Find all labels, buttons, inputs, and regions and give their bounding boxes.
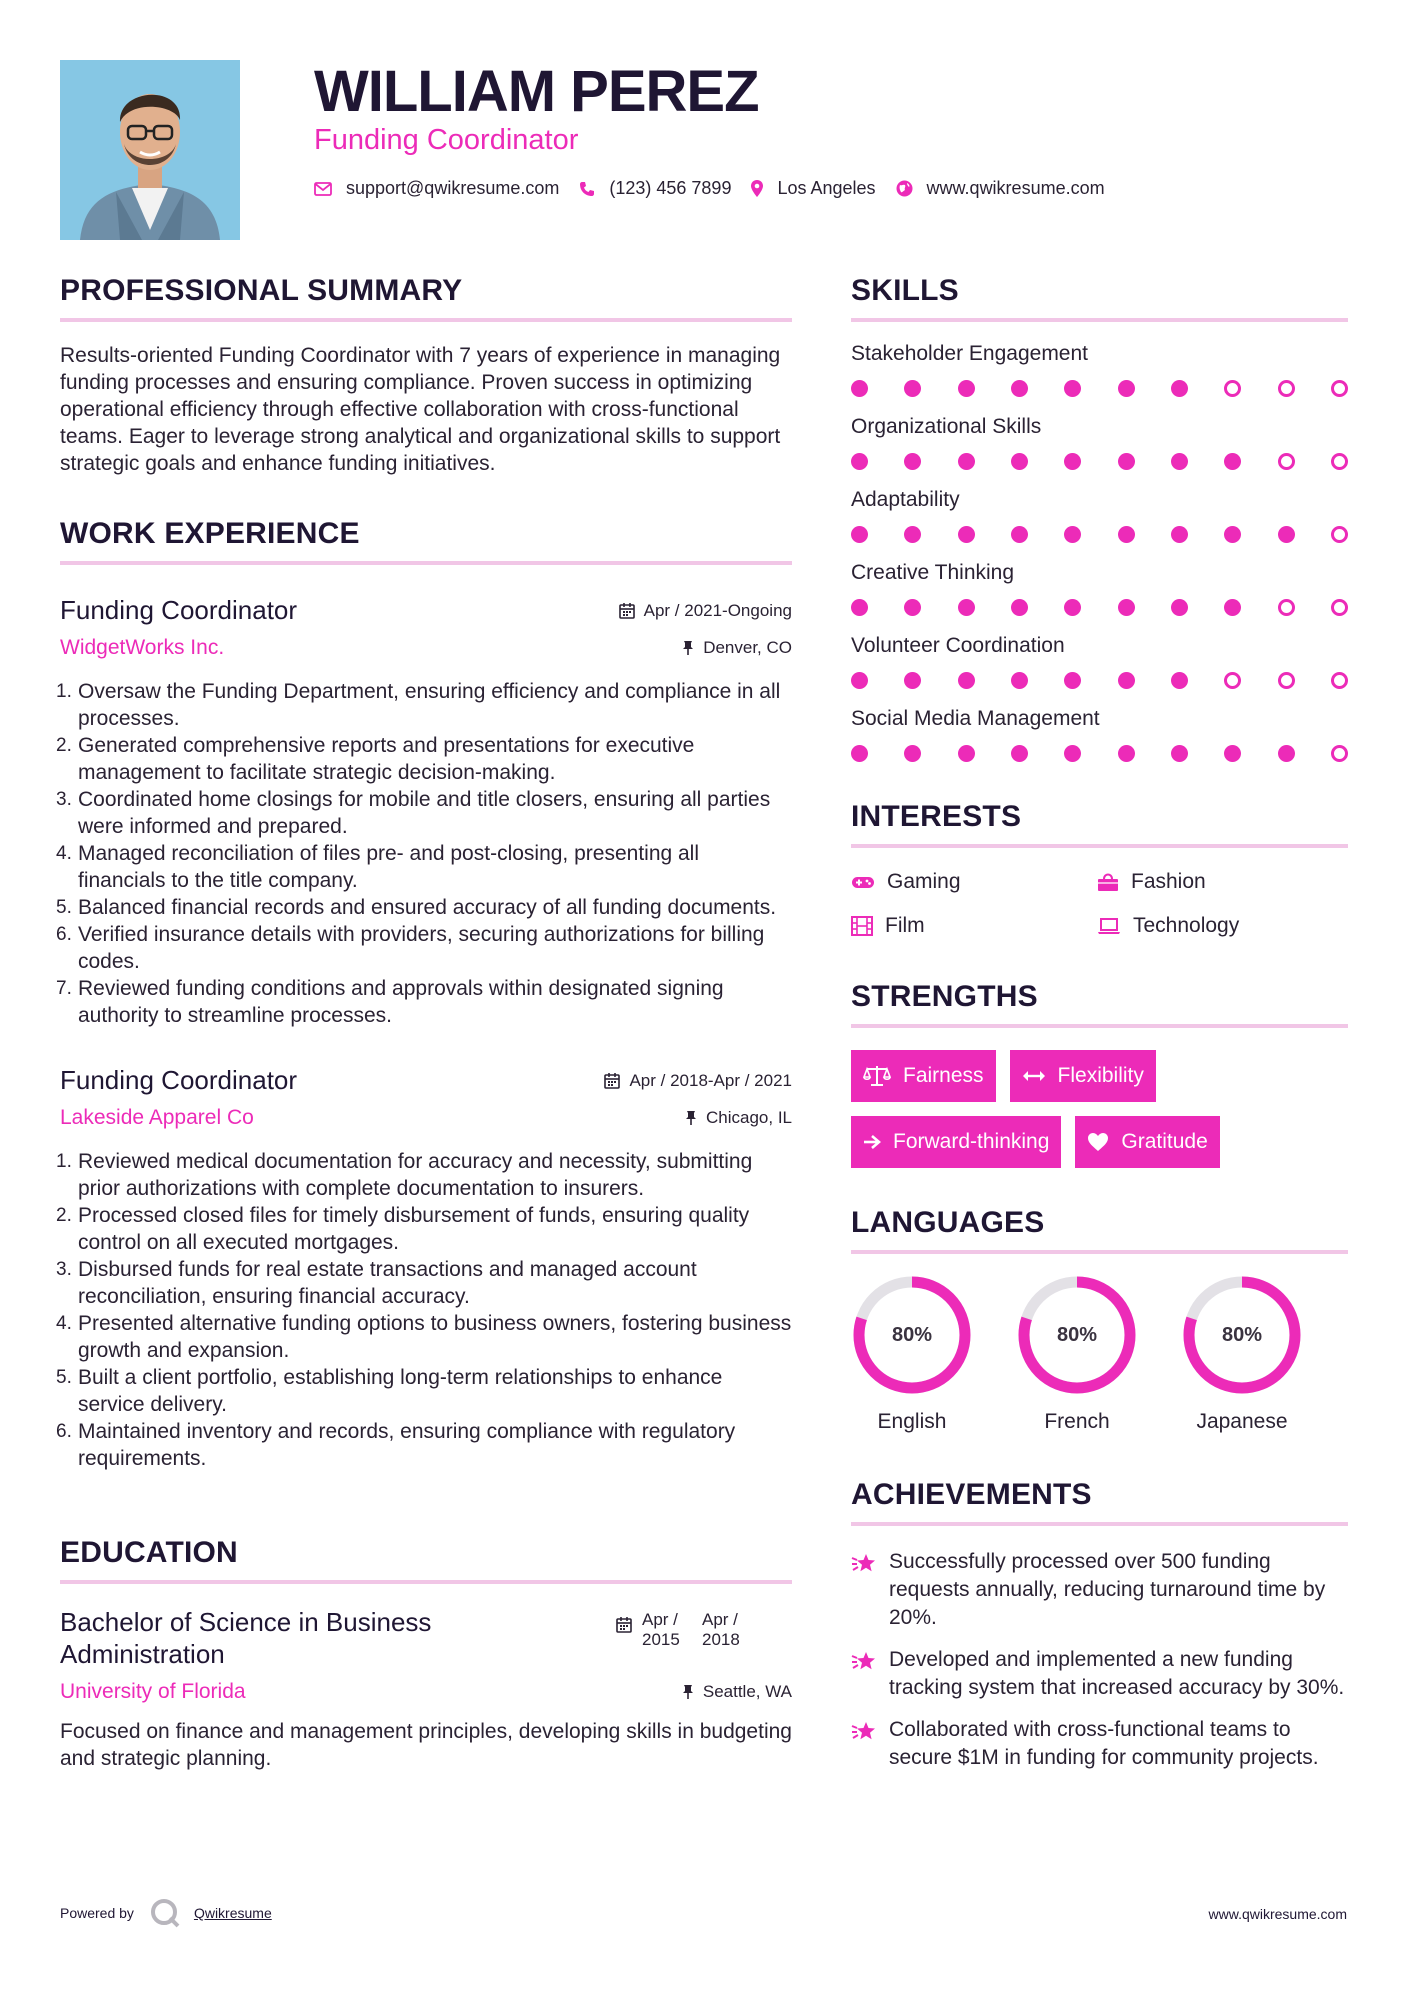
shopping-bag-icon [1097, 872, 1119, 892]
achievement-item [851, 1646, 1348, 1702]
rating-dot-empty [1278, 672, 1295, 689]
responsibility-item [56, 921, 792, 975]
skill-rating [851, 745, 1348, 762]
skill-item [851, 707, 1348, 762]
film-icon [851, 916, 873, 936]
rating-dot-empty [1331, 453, 1348, 470]
strength-gratitude [1075, 1116, 1219, 1168]
responsibility-list [56, 1148, 792, 1472]
rating-dot-filled [1064, 453, 1081, 470]
rating-dot-filled [1064, 672, 1081, 689]
achievement-item [851, 1548, 1348, 1632]
job-location [685, 1108, 792, 1128]
job-header [60, 1065, 792, 1096]
right-column [851, 274, 1348, 1772]
language-name: Japanese [1196, 1410, 1288, 1433]
school-name: University of Florida [60, 1680, 246, 1703]
strength-fairness [851, 1050, 996, 1102]
balance-scale-icon [863, 1065, 891, 1087]
interest-label: Technology [1133, 914, 1240, 937]
calendar-icon [616, 1616, 632, 1633]
skill-item [851, 488, 1348, 543]
job-location-text: Denver, CO [703, 638, 792, 657]
language-percent: 80% [1221, 1323, 1263, 1346]
item-text: Maintained inventory and records, ensuring compliance with regulatory requirements. [78, 1420, 736, 1470]
skill-name: Adaptability [851, 488, 960, 511]
rating-dot-empty [1278, 380, 1295, 397]
interests-section [851, 800, 1348, 938]
section-title-achievements: ACHIEVEMENTS [851, 1478, 1092, 1511]
rating-dot-empty [1278, 453, 1295, 470]
section-title-experience: WORK EXPERIENCE [60, 517, 360, 550]
rating-dot-filled [1118, 672, 1135, 689]
phone-text: (123) 456 7899 [609, 178, 732, 198]
strength-label: Gratitude [1121, 1130, 1208, 1153]
rating-dot-filled [1171, 526, 1188, 543]
item-number: 2. [56, 1205, 72, 1226]
rating-dot-filled [1064, 526, 1081, 543]
language-percent: 80% [1056, 1323, 1098, 1346]
job-list [56, 595, 792, 1472]
responsibility-item [56, 786, 792, 840]
item-number: 7. [56, 978, 72, 999]
item-text: Reviewed funding conditions and approvals within designated signing authority to streamline processes. [78, 977, 724, 1027]
rating-dot-empty [1331, 380, 1348, 397]
rating-dot-filled [1011, 380, 1028, 397]
rating-dot-filled [1064, 745, 1081, 762]
contact-website[interactable] [896, 178, 1105, 199]
job-location [682, 638, 792, 658]
rating-dot-filled [851, 453, 868, 470]
section-divider [60, 318, 792, 322]
responsibility-item [56, 732, 792, 786]
rating-dot-filled [958, 526, 975, 543]
pushpin-icon [682, 640, 694, 656]
rating-dot-filled [1171, 672, 1188, 689]
calendar-icon [604, 1072, 620, 1089]
powered-by-text: Powered by [60, 1905, 134, 1921]
interest-label: Gaming [887, 870, 961, 893]
skill-item [851, 415, 1348, 470]
skill-name: Social Media Management [851, 707, 1100, 730]
job-entry [56, 595, 792, 1029]
section-divider [60, 561, 792, 565]
section-divider [851, 1024, 1348, 1028]
rating-dot-empty [1224, 380, 1241, 397]
interest-label: Film [885, 914, 925, 937]
rating-dot-filled [904, 745, 921, 762]
item-number: 4. [56, 1313, 72, 1334]
achievement-text: Collaborated with cross-functional teams to secure $1M in funding for community projects. [889, 1718, 1319, 1769]
rating-dot-empty [1331, 672, 1348, 689]
qwikresume-link[interactable]: Qwikresume [193, 1905, 272, 1921]
rating-dot-filled [958, 453, 975, 470]
rating-dot-filled [1118, 526, 1135, 543]
responsibility-item [56, 1418, 792, 1472]
strength-flexibility [1010, 1050, 1156, 1102]
skill-item [851, 342, 1348, 397]
rating-dot-filled [1011, 672, 1028, 689]
item-text: Presented alternative funding options to business owners, fostering business growth and expansion. [78, 1312, 792, 1362]
left-column [56, 274, 792, 1772]
item-text: Reviewed medical documentation for accuracy and necessity, submitting prior authorizations with complete documentation to insurers. [78, 1150, 753, 1200]
footer-site[interactable]: www.qwikresume.com [1208, 1906, 1347, 1922]
rating-dot-empty [1278, 599, 1295, 616]
job-location-text: Chicago, IL [706, 1108, 792, 1127]
rating-dot-filled [1118, 745, 1135, 762]
rating-dot-filled [1171, 380, 1188, 397]
job-date-text: Apr / 2021-Ongoing [643, 600, 792, 620]
languages-section [851, 1206, 1348, 1434]
rating-dot-filled [958, 672, 975, 689]
language-name: English [877, 1410, 947, 1433]
skill-item [851, 634, 1348, 689]
rating-dot-filled [958, 380, 975, 397]
language-name: French [1044, 1410, 1110, 1433]
strength-label: Flexibility [1057, 1064, 1144, 1087]
education-location [682, 1682, 792, 1702]
item-number: 5. [56, 1367, 72, 1388]
skill-name: Volunteer Coordination [851, 634, 1065, 657]
language-item [851, 1274, 1016, 1434]
item-text: Coordinated home closings for mobile and title closers, ensuring all parties were informed and prepared. [78, 788, 771, 838]
responsibility-item [56, 894, 792, 921]
language-ring [1016, 1274, 1138, 1396]
calendar-icon [619, 602, 635, 619]
contact-phone[interactable] [579, 178, 731, 199]
rating-dot-filled [1011, 453, 1028, 470]
contact-location [751, 178, 875, 199]
section-title-skills: SKILLS [851, 274, 959, 307]
job-subheader [60, 636, 792, 660]
item-number: 3. [56, 1259, 72, 1280]
achievements-section [851, 1478, 1348, 1772]
interest-technology [1097, 914, 1347, 938]
item-text: Processed closed files for timely disbursement of funds, ensuring quality control on all executed mortgages. [78, 1204, 750, 1254]
rating-dot-empty [1224, 672, 1241, 689]
responsibility-item [56, 1202, 792, 1256]
rating-dot-filled [904, 672, 921, 689]
rating-dot-filled [851, 745, 868, 762]
map-pin-icon [751, 180, 763, 197]
job-title: Funding Coordinator [60, 595, 298, 625]
strength-forward-thinking [851, 1116, 1061, 1168]
contact-email[interactable] [314, 178, 559, 199]
achievement-list [851, 1548, 1348, 1772]
rating-dot-filled [1064, 599, 1081, 616]
star-icon [851, 1552, 877, 1576]
section-title-strengths: STRENGTHS [851, 980, 1038, 1013]
section-divider [851, 1522, 1348, 1526]
language-list [851, 1274, 1348, 1434]
rating-dot-filled [904, 453, 921, 470]
item-number: 2. [56, 735, 72, 756]
education-location-text: Seattle, WA [702, 1682, 792, 1701]
rating-dot-filled [1278, 526, 1295, 543]
rating-dot-filled [1171, 453, 1188, 470]
pushpin-icon [685, 1110, 697, 1126]
rating-dot-filled [1278, 745, 1295, 762]
skill-name: Organizational Skills [851, 415, 1042, 438]
rating-dot-filled [958, 745, 975, 762]
rating-dot-filled [1011, 599, 1028, 616]
candidate-role: Funding Coordinator [314, 124, 579, 156]
item-number: 4. [56, 843, 72, 864]
education-section [60, 1536, 792, 1772]
item-number: 5. [56, 897, 72, 918]
skill-rating [851, 380, 1348, 397]
item-text: Oversaw the Funding Department, ensuring efficiency and compliance in all processes. [78, 680, 781, 730]
responsibility-item [56, 678, 792, 732]
skill-rating [851, 599, 1348, 616]
education-dates [616, 1610, 762, 1650]
skill-list [851, 342, 1348, 762]
responsibility-item [56, 1364, 792, 1418]
skill-rating [851, 526, 1348, 543]
item-text: Verified insurance details with providers, securing authorizations for billing codes. [78, 923, 765, 973]
responsibility-item [56, 1310, 792, 1364]
rating-dot-filled [851, 599, 868, 616]
interest-fashion [1097, 870, 1347, 894]
candidate-name: WILLIAM PEREZ [314, 59, 759, 124]
job-date [604, 1071, 792, 1091]
contact-bar [314, 178, 1125, 199]
item-number: 1. [56, 1151, 72, 1172]
arrow-right-icon [863, 1134, 881, 1150]
skill-name: Creative Thinking [851, 561, 1015, 584]
education-end: Apr / 2018 [702, 1610, 740, 1649]
website-text: www.qwikresume.com [926, 178, 1105, 198]
rating-dot-filled [1011, 526, 1028, 543]
job-header [60, 595, 792, 626]
achievement-text: Successfully processed over 500 funding requests annually, reducing turnaround time by 20%. [889, 1550, 1326, 1629]
achievement-text: Developed and implemented a new funding tracking system that increased accuracy by 30%. [889, 1648, 1345, 1699]
responsibility-item [56, 840, 792, 894]
experience-section [56, 517, 792, 1472]
interest-film [851, 914, 1097, 938]
arrows-horizontal-icon [1022, 1069, 1046, 1083]
interest-gaming [851, 870, 1097, 894]
interest-label: Fashion [1131, 870, 1206, 893]
strengths-section [851, 980, 1348, 1168]
skill-name: Stakeholder Engagement [851, 342, 1088, 365]
rating-dot-filled [851, 672, 868, 689]
degree-name: Bachelor of Science in Business Administration [60, 1607, 432, 1669]
rating-dot-empty [1331, 599, 1348, 616]
email-text: support@qwikresume.com [346, 178, 560, 198]
language-ring [851, 1274, 973, 1396]
item-text: Generated comprehensive reports and presentations for executive management to facilitate strategic decision-making. [78, 734, 695, 784]
rating-dot-filled [1224, 599, 1241, 616]
item-text: Disbursed funds for real estate transactions and managed account reconciliation, ensuring financial accuracy. [78, 1258, 697, 1308]
rating-dot-filled [1118, 453, 1135, 470]
footer-powered-by [60, 1896, 272, 1930]
rating-dot-filled [1171, 599, 1188, 616]
star-icon [851, 1650, 877, 1674]
responsibility-list [56, 678, 792, 1029]
rating-dot-filled [904, 380, 921, 397]
rating-dot-filled [1224, 745, 1241, 762]
rating-dot-filled [851, 526, 868, 543]
education-description: Focused on finance and management principles, developing skills in budgeting and strategic planning. [60, 1720, 792, 1770]
location-text: Los Angeles [777, 178, 876, 198]
rating-dot-filled [1224, 526, 1241, 543]
rating-dot-filled [1064, 380, 1081, 397]
job-date [619, 601, 792, 621]
envelope-icon [314, 182, 332, 196]
profile-photo [60, 60, 240, 240]
responsibility-item [56, 1148, 792, 1202]
language-ring [1181, 1274, 1303, 1396]
summary-text: Results-oriented Funding Coordinator with 7 years of experience in managing funding processes and ensuring compliance. Proven success in optimizing operational efficiency through effective collaboration with cross-functional teams. Eager to leverage strong analytical and organizational skills to support strategic goals and enhance funding initiatives. [60, 344, 781, 475]
star-icon [851, 1720, 877, 1744]
responsibility-item [56, 1256, 792, 1310]
job-title: Funding Coordinator [60, 1065, 298, 1095]
section-divider [851, 318, 1348, 322]
phone-icon [579, 181, 595, 197]
rating-dot-filled [1118, 599, 1135, 616]
globe-icon [896, 180, 913, 197]
gamepad-icon [851, 874, 875, 890]
summary-section [60, 274, 792, 477]
laptop-icon [1097, 917, 1121, 935]
section-title-languages: LANGUAGES [851, 1206, 1045, 1239]
rating-dot-filled [904, 599, 921, 616]
rating-dot-filled [1224, 453, 1241, 470]
item-text: Managed reconciliation of files pre- and post-closing, presenting all financials to the title company. [78, 842, 700, 892]
item-number: 6. [56, 1421, 72, 1442]
achievement-item [851, 1716, 1348, 1772]
job-subheader [60, 1106, 792, 1130]
job-date-text: Apr / 2018-Apr / 2021 [629, 1070, 792, 1090]
heart-icon [1087, 1132, 1109, 1152]
qwikresume-logo-icon [148, 1896, 182, 1930]
job-entry [56, 1065, 792, 1472]
company-name: WidgetWorks Inc. [60, 636, 225, 659]
rating-dot-filled [1011, 745, 1028, 762]
education-entry [60, 1606, 792, 1772]
section-title-interests: INTERESTS [851, 800, 1022, 833]
section-divider [60, 1580, 792, 1584]
rating-dot-empty [1331, 745, 1348, 762]
section-divider [851, 1250, 1348, 1254]
education-start: Apr / 2015 [642, 1610, 680, 1649]
section-divider [851, 844, 1348, 848]
skills-section [851, 274, 1348, 762]
strength-label: Forward-thinking [893, 1130, 1050, 1153]
rating-dot-filled [851, 380, 868, 397]
item-number: 1. [56, 681, 72, 702]
section-title-summary: PROFESSIONAL SUMMARY [60, 274, 463, 307]
item-number: 3. [56, 789, 72, 810]
section-title-education: EDUCATION [60, 1536, 238, 1569]
skill-rating [851, 672, 1348, 689]
pushpin-icon [682, 1684, 694, 1700]
language-percent: 80% [891, 1323, 933, 1346]
skill-rating [851, 453, 1348, 470]
rating-dot-empty [1331, 526, 1348, 543]
company-name: Lakeside Apparel Co [60, 1106, 254, 1129]
rating-dot-filled [958, 599, 975, 616]
rating-dot-filled [904, 526, 921, 543]
language-item [1016, 1274, 1181, 1434]
item-number: 6. [56, 924, 72, 945]
language-item [1181, 1274, 1346, 1434]
responsibility-item [56, 975, 792, 1029]
strength-label: Fairness [903, 1064, 984, 1087]
item-text: Balanced financial records and ensured accuracy of all funding documents. [78, 896, 777, 919]
item-text: Built a client portfolio, establishing long-term relationships to enhance service delivery. [78, 1366, 723, 1416]
skill-item [851, 561, 1348, 616]
rating-dot-filled [1171, 745, 1188, 762]
rating-dot-filled [1118, 380, 1135, 397]
